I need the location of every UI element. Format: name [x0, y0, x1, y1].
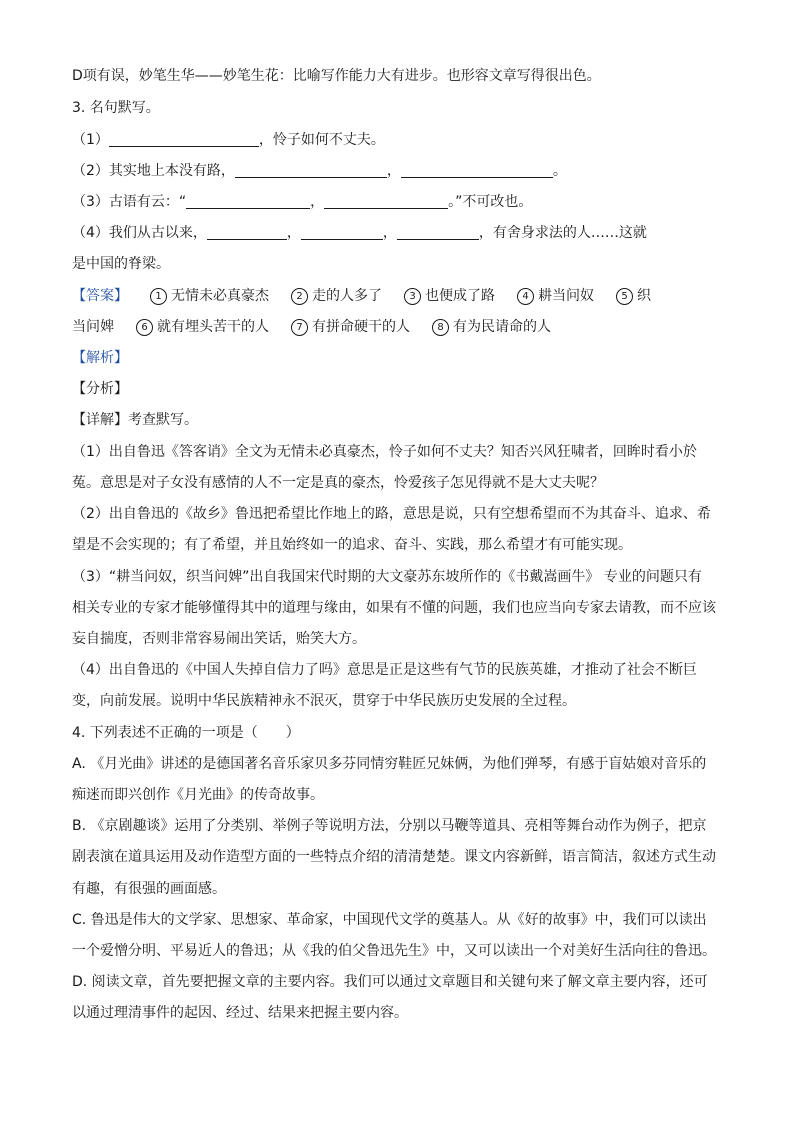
explanation-3: （3）“耕当问奴，织当问婢”出自我国宋代时期的大文豪苏东坡所作的《书戴嵩画牛》 专业的问题只有: [72, 569, 702, 585]
circled-number: 5: [616, 288, 633, 305]
answer-tag: 【答案】: [72, 288, 128, 304]
option-d: 以通过理清事件的起因、经过、结果来把握主要内容。: [72, 1005, 408, 1021]
question-4-title: 4. 下列表述不正确的一项是（ ）: [72, 725, 300, 741]
analysis-tag: 【解析】: [72, 350, 128, 366]
explanation-1: （1）出自鲁迅《答客诮》全文为无情未必真豪杰，怜子如何不丈夫？知否兴风狂啸者，回眸时看小於: [72, 444, 697, 460]
fenxi-tag: 【分析】: [72, 381, 128, 397]
option-c: C. 鲁迅是伟大的文学家、思想家、革命家，中国现代文学的奠基人。从《好的故事》中，我们可以读出: [72, 912, 707, 928]
detail-line: [72, 410, 732, 430]
option-b: B. 《京剧趣谈》运用了分类别、举例子等说明方法，分别以马鞭等道具、亮相等舞台动作为例子，把京: [72, 818, 707, 834]
fill-item-2: （2）其实地上本没有路， ， 。: [72, 163, 567, 179]
option-d-note: D项有误，妙笔生华——妙笔生花：比喻写作能力大有进步。也形容文章写得很出色。: [72, 68, 601, 84]
circled-number: 6: [136, 319, 153, 336]
answer-item: 走的人多了: [312, 288, 382, 304]
answer-item: 当问婢: [72, 319, 114, 335]
explanation-4: 变，向前发展。说明中华民族精神永不泯灭，贯穿于中华民族历史发展的全过程。: [72, 693, 576, 709]
fill-item-4: （4）我们从古以来， ， ， ，有舍身求法的人……这就: [72, 225, 647, 241]
explanation-2: 望是不会实现的；有了希望，并且始终如一的追求、奋斗、实践，那么希望才有可能实现。: [72, 537, 632, 553]
circled-number: 8: [432, 319, 449, 336]
answer-item: 也便成了路: [425, 288, 495, 304]
fill-item-3: （3）古语有云：“ ， 。”不可改也。: [72, 194, 533, 210]
explanation-2: （2）出自鲁迅的《故乡》鲁迅把希望比作地上的路，意思是说，只有空想希望而不为其奋斗、追求、希: [72, 506, 711, 522]
answer-item: 有为民请命的人: [453, 319, 551, 335]
blank-6[interactable]: [207, 225, 287, 240]
detail-text: 考查默写。: [128, 412, 198, 428]
blank-7[interactable]: [301, 225, 383, 240]
blank-1[interactable]: [109, 132, 259, 147]
answer-item: 织: [637, 288, 651, 304]
answer-item: 耕当问奴: [538, 288, 594, 304]
circled-number: 4: [517, 288, 534, 305]
option-a: 痴迷而即兴创作《月光曲》的传奇故事。: [72, 787, 324, 803]
answer-item: 就有埋头苦干的人: [157, 319, 269, 335]
explanation-3: 相关专业的专家才能够懂得其中的道理与缘由，如果有不懂的问题，我们也应当向专家去请教，而不应该: [72, 600, 716, 616]
explanation-4: （4）出自鲁迅的《中国人失掉自信力了吗》意思是正是这些有气节的民族英雄，才推动了社会不断巨: [72, 662, 697, 678]
answer-line-2: [72, 317, 732, 337]
answer-item: 无情未必真豪杰: [171, 288, 269, 304]
blank-8[interactable]: [397, 225, 479, 240]
answer-line: [72, 286, 732, 306]
blank-5[interactable]: [324, 194, 448, 209]
option-d: D. 阅读文章，首先要把握文章的主要内容。我们可以通过文章题目和关键句来了解文章主要内容，还可: [72, 974, 708, 990]
blank-2[interactable]: [235, 163, 387, 178]
circled-number: 3: [404, 288, 421, 305]
circled-number: 2: [291, 288, 308, 305]
option-b: 有趣，有很强的画面感。: [72, 881, 226, 897]
detail-tag: 【详解】: [72, 412, 128, 428]
explanation-1: 菟。意思是对子女没有感情的人不一定是真的豪杰，怜爱孩子怎见得就不是大丈夫呢？: [72, 475, 604, 491]
explanation-3: 妄自揣度，否则非常容易闹出笑话，贻笑大方。: [72, 631, 366, 647]
option-b: 剧表演在道具运用及动作造型方面的一些特点介绍的清清楚楚。课文内容新鲜，语言简洁，叙述方式生动: [72, 849, 716, 865]
option-c: 一个爱憎分明、平易近人的鲁迅；从《我的伯父鲁迅先生》中，又可以读出一个对美好生活向往的鲁迅。: [72, 943, 716, 959]
fill-item-4-cont: 是中国的脊梁。: [72, 256, 170, 272]
question-3-title: 3. 名句默写。: [72, 100, 160, 116]
circled-number: 1: [150, 288, 167, 305]
circled-number: 7: [291, 319, 308, 336]
answer-item: 有拼命硬干的人: [312, 319, 410, 335]
blank-3[interactable]: [401, 163, 553, 178]
fill-item-1: （1） ，怜子如何不丈夫。: [72, 132, 385, 148]
blank-4[interactable]: [186, 194, 310, 209]
option-a: A. 《月光曲》讲述的是德国著名音乐家贝多芬同情穷鞋匠兄妹俩，为他们弹琴，有感于盲姑娘对音乐的: [72, 756, 707, 772]
